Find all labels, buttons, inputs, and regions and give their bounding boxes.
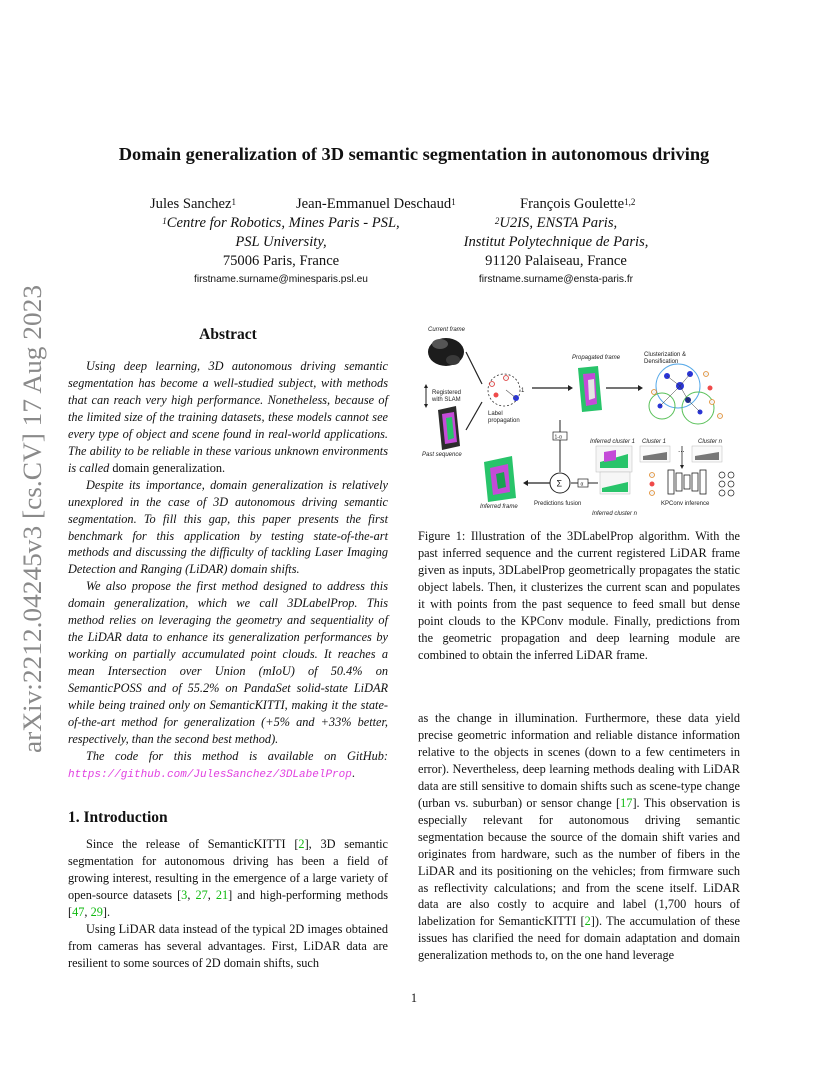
label-densification: Densification (644, 359, 679, 365)
github-link[interactable]: https://github.com/JulesSanchez/3DLabelProp (68, 768, 352, 781)
current-frame-pointcloud (428, 338, 464, 366)
label-past-sequence: Past sequence (422, 452, 462, 458)
abstract-paragraph-3: We also propose the first method designed to address this domain generalization, which we call 3DLabelProp. This method relies on leveraging the geometry and sequentiality of the LiDAR data to enhance its generalization performances by working on partially accumulated point clouds. It reaches a mean Intersection over Union (mIoU) of 50.4% on SemanticPOSS and of 55.2% on PandaSet solid-state LiDAR while being trained only on SemanticKITTI, making it the state-of-the-art method for generalization (+5% and +33% better, respectively, than the second best method). (68, 579, 388, 746)
cluster-ellipsis: ... (678, 445, 685, 454)
affiliation-1-line2: PSL University, (235, 234, 327, 250)
right-column-paragraph: as the change in illumination. Furthermore, these data yield precise geometric information and reliable distance information relative to the objects in scenes (down to a few centimeters in error). Nevertheless, deep learning methods dealing with LiDAR data are still sensitive to domain shifts such as scene-type change (urban vs. suburban) or sensor change [17]. This observation is especially relevant for autonomous driving semantic segmentation because the source of the domain shift varies and originates from hardware, such as the number of fibers in the LiDAR and its positioning on the vehicles; from firmware such as reflectivity calculations; and from the scene itself. LiDAR data are also costly to acquire and label (1,700 hours of labelization for SemanticKITTI [2]). The accumulation of these issues has clarified the need for domain adaptation and domain generalization methods to, on the one hand leverage (418, 711, 740, 963)
citation-link[interactable]: 2 (584, 914, 591, 929)
label-propagated-frame: Propagated frame (572, 355, 621, 361)
label-with-slam: with SLAM (432, 397, 461, 403)
arxiv-stamp-text: arXiv:2212.04245v3 [cs.CV] 17 Aug 2023 (18, 308, 47, 753)
label-current-frame: Current frame (428, 327, 466, 333)
author-2: Jean-Emmanuel Deschaud$^1$ (296, 196, 456, 212)
label-kpconv: KPConv inference (661, 501, 710, 507)
label-label: Label (488, 411, 503, 417)
citation-link[interactable]: 27 (195, 887, 208, 902)
label-propagation: propagation (488, 418, 520, 424)
past-sequence-pointcloud (438, 406, 460, 450)
citation-link[interactable]: 17 (620, 795, 633, 810)
right-column-body (418, 710, 740, 964)
intro-paragraph-2: Using LiDAR data instead of the typical 2D images obtained from cameras has several advantages. First, LiDAR data are resilient to some sources of 2D domain shifts, such (68, 921, 388, 970)
affiliation-1 (140, 214, 422, 287)
label-inferred-cluster-1: Inferred cluster 1 (590, 439, 636, 445)
arxiv-side-stamp (8, 283, 52, 753)
affiliation-1-city: 75006 Paris, France (222, 253, 340, 269)
label-registered: Registered (432, 390, 462, 396)
figure-1-diagram (420, 322, 740, 517)
introduction-body (68, 836, 388, 972)
page-number: 1 (410, 991, 418, 1005)
label-inferred-cluster-n: Inferred cluster n (592, 511, 638, 517)
figure-1-caption: Figure 1: Illustration of the 3DLabelProp algorithm. With the past inferred sequence and the current registered LiDAR frame given as inputs, 3DLabelProp geometrically propagates the static object labels. Then, it clusterizes the current scan and populates it with points from the past sequence to feed small but dense point clouds to the KPConv module. Finally, predictions from the geometric propagation and deep learning module are combined to obtain the inferred LiDAR frame. (418, 529, 740, 662)
abstract-paragraph-2: Despite its importance, domain generalization is relatively unexplored in the case of 3D autonomous driving semantic segmentation. To fill this gap, this paper presents the first benchmark for this application by testing state-of-the-art methods and discussing the difficulty of tackling Laser Imaging Detection and Ranging (LiDAR) domain shifts. (68, 477, 388, 577)
label-weight-b: α (580, 481, 584, 488)
label-predictions-fusion: Predictions fusion (534, 501, 582, 507)
affiliation-2 (440, 214, 672, 287)
label-cluster-1: Cluster 1 (642, 439, 667, 445)
label-clusterization: Clusterization & (644, 352, 687, 358)
introduction-heading: 1. Introduction (68, 809, 168, 826)
citation-link[interactable]: 21 (215, 887, 229, 902)
abstract-paragraph-1: Using deep learning, 3D autonomous driving semantic segmentation has become a well-studied subject, with methods that can reach very high performance. Nonetheless, because of the limited size of the training datasets, these models cannot see every type of object and scene found in real-world applications. The ability to be reliable in these various unknown environments is called domain generalization. (68, 359, 388, 475)
citation-link[interactable]: 2 (298, 837, 305, 851)
label-propagation-diagram (488, 374, 525, 406)
author-3: François Goulette$^{1,2}$ (520, 196, 636, 212)
affiliation-2-line2: Institut Polytechnique de Paris, (463, 234, 649, 250)
paper-title: Domain generalization of 3D semantic segmentation in autonomous driving (118, 144, 710, 164)
affiliation-1-line1: $^1$Centre for Robotics, Mines Paris - PSL, (162, 215, 400, 231)
label-sigma: Σ (556, 478, 563, 489)
abstract-paragraph-4: The code for this method is available on GitHub: https://github.com/JulesSanchez/3DLabelProp. (68, 748, 388, 781)
intro-paragraph-1: Since the release of SemanticKITTI [2], 3D semantic segmentation for autonomous driving has been a field of growing interest, resulting in the emergence of a large variety of open-source datasets [3, 27, 21] and high-performing methods [47, 29]. (68, 837, 389, 919)
citation-link[interactable]: 29 (90, 904, 103, 919)
affiliation-2-line1: $^2$U2IS, ENSTA Paris, (494, 215, 618, 231)
affiliation-2-email: firstname.surname@ensta-paris.fr (478, 274, 634, 285)
citation-link[interactable]: 47 (72, 904, 85, 919)
propagated-frame-pointcloud (578, 366, 602, 412)
clusterization-diagram (649, 364, 723, 424)
inferred-frame-pointcloud (484, 456, 516, 502)
label-weight-a: 1-α (554, 434, 562, 441)
abstract-body (68, 358, 388, 784)
affiliation-2-city: 91120 Palaiseau, France (485, 253, 627, 269)
author-1: Jules Sanchez$^1$ (150, 196, 236, 212)
citation-link[interactable]: 3 (181, 887, 188, 902)
affiliation-1-email: firstname.surname@minesparis.psl.eu (194, 274, 368, 285)
label-inferred-frame: Inferred frame (480, 504, 518, 510)
figure-1 (420, 322, 740, 517)
abstract-heading: Abstract (199, 326, 257, 343)
label-one: 1 (521, 388, 525, 394)
label-cluster-n: Cluster n (698, 439, 723, 445)
